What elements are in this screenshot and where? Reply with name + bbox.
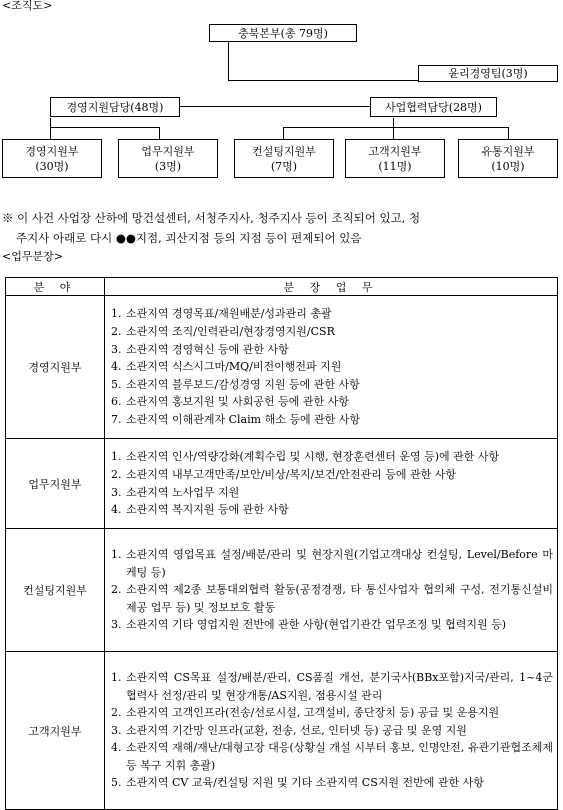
row-duties (105, 652, 558, 810)
duty-item-number: 2. (111, 325, 122, 339)
duty-item-text: 소관지역 블루보드/감성경영 지원 등에 관한 사항 (126, 377, 360, 391)
duty-item-text: 소관지역 경영혁신 등에 관한 사항 (126, 342, 289, 356)
duty-item-number: 7. (111, 412, 122, 426)
dept-box-distribution (458, 139, 558, 178)
duty-item-text: 소관지역 고객인프라(전송/선로시설, 고객설비, 종단장치 등) 공급 및 운용지원 (126, 706, 500, 720)
duty-item-number: 3. (111, 723, 122, 737)
duty-item-text: 소관지역 인사/역량강화(계획수립 및 시행, 현장훈련센터 운영 등)에 관한 사항 (126, 450, 500, 464)
connector-groups-horizontal (180, 106, 370, 107)
dept-count: (30명) (35, 159, 69, 173)
note-line-2: 주지사 아래로 다시 ●●지점, 괴산지점 등의 지점 등이 편제되어 있음 (16, 231, 362, 245)
duty-item-number: 6. (111, 395, 122, 409)
duty-item-number: 4. (111, 503, 122, 517)
duty-item-number: 2. (111, 583, 122, 597)
duty-item (111, 774, 553, 792)
connector-ethics-horizontal (228, 80, 418, 81)
connector-left-group-down (50, 118, 51, 127)
duty-item-number: 4. (111, 360, 122, 374)
duty-item (111, 739, 553, 774)
dept-name: 유통지원부 (481, 144, 535, 158)
row-duties (105, 296, 558, 439)
duty-item-text: 소관지역 조직/인력관리/현장경영지원/CSR (126, 325, 335, 339)
duty-item (111, 305, 553, 323)
org-note (2, 208, 557, 248)
duty-item-text: 소관지역 영업목표 설정/배분/관리 및 현장지원(기업고객대상 컨설팅, Level/Before 마케팅 등) (126, 548, 553, 579)
duty-item-text: 소관지역 이해관계자 Claim 해소 등에 관한 사항 (126, 412, 361, 426)
dept-count: (10명) (491, 159, 525, 173)
ethics-team-box: 윤리경영팀(3명) (418, 65, 558, 82)
connector-left-branch (50, 127, 160, 128)
duty-table (5, 277, 558, 810)
dept-count: (7명) (270, 159, 298, 173)
duty-item (111, 484, 553, 502)
table-row (6, 296, 558, 439)
dept-name: 고객지원부 (368, 144, 422, 158)
table-row (6, 529, 558, 652)
duty-item (111, 341, 553, 359)
duty-item (111, 411, 553, 429)
row-category: 경영지원부 (6, 296, 105, 439)
duty-item-text: 소관지역 내부고객만족/보안/비상/복지/보건/안전관리 등에 관한 사항 (126, 467, 457, 481)
duty-item (111, 501, 553, 519)
duty-item-number: 3. (111, 342, 122, 356)
connector-top-vertical (228, 39, 229, 81)
duty-item (111, 393, 553, 411)
duty-item-text: 소관지역 재해/재난/대형고장 대응(상황실 개설 시부터 홍보, 인명안전, 유관기관협조체제 등 복구 지휘 총괄) (126, 741, 553, 772)
duty-item-number: 5. (111, 776, 122, 790)
row-duties (105, 529, 558, 652)
dept-box-consulting (234, 139, 334, 178)
dept-name: 컨설팅지원부 (252, 144, 316, 158)
row-category: 컨설팅지원부 (6, 529, 105, 652)
duty-item-text: 소관지역 경영목표/재원배분/성과관리 총괄 (126, 307, 332, 321)
duty-item-number: 2. (111, 706, 122, 720)
duty-item (111, 448, 553, 466)
duty-item-text: 소관지역 기타 영업지원 전반에 관한 사항(현업기관간 업무조정 및 협력지원 등) (126, 618, 507, 632)
duty-item-text: 소관지역 CV 교육/컨설팅 지원 및 기타 소관지역 CS지원 전반에 관한 사항 (126, 776, 484, 790)
duty-item (111, 669, 553, 704)
duty-item (111, 323, 553, 341)
duty-item-text: 소관지역 노사업무 지원 (126, 485, 240, 499)
dept-count: (3명) (154, 159, 182, 173)
duty-item-number: 5. (111, 377, 122, 391)
duty-item-number: 3. (111, 618, 122, 632)
duty-table-body (6, 296, 558, 810)
duty-item (111, 546, 553, 581)
duty-item (111, 581, 553, 616)
duty-item-text: 소관지역 복지지원 등에 관한 사항 (126, 503, 289, 517)
business-cooperation-group-box: 사업협력담당(28명) (370, 97, 497, 117)
header-duties: 분 장 업 무 (105, 278, 558, 296)
duty-item (111, 616, 553, 634)
connector-dept5-down (508, 127, 509, 139)
duty-section-label: <업무분장> (2, 250, 63, 263)
row-category: 업무지원부 (6, 439, 105, 529)
duty-item-text: 소관지역 홍보지원 및 사회공헌 등에 관한 사항 (126, 395, 349, 409)
duty-item (111, 722, 553, 740)
connector-mid-branch (283, 127, 393, 128)
table-header-row (6, 278, 558, 296)
dept-box-management (2, 139, 102, 178)
org-chart-label: <조직도> (2, 0, 53, 12)
duty-item (111, 376, 553, 394)
connector-dept4-down (393, 118, 394, 139)
dept-name: 업무지원부 (141, 144, 195, 158)
connector-dept1-down (50, 127, 51, 139)
duty-item-number: 4. (111, 741, 122, 755)
row-duties (105, 439, 558, 529)
duty-item-number: 3. (111, 485, 122, 499)
duty-item (111, 704, 553, 722)
duty-item-number: 1. (111, 548, 122, 562)
dept-count: (11명) (378, 159, 412, 173)
duty-item-text: 소관지역 제2종 보통대외협력 활동(공정경쟁, 타 통신사업자 협의체 구성, 전기통신설비제공 업무 등) 및 정보보호 활동 (126, 583, 553, 614)
duty-item-number: 2. (111, 467, 122, 481)
connector-dept2-down (159, 127, 160, 139)
duty-item-text: 소관지역 CS목표 설정/배분/관리, CS품질 개선, 분기국사(BBx포함)지국/관리, 1~4군 협력사 선정/관리 및 현장개통/AS지원, 점용시설 관리 (126, 670, 553, 702)
top-org-box: 충북본부(총 79명) (209, 24, 357, 42)
management-support-group-box: 경영지원담당(48명) (50, 97, 180, 117)
duty-item (111, 466, 553, 484)
duty-item-number: 1. (111, 450, 122, 464)
row-category: 고객지원부 (6, 652, 105, 810)
duty-item (111, 358, 553, 376)
dept-box-customer (345, 139, 445, 178)
duty-item-text: 소관지역 기간망 인프라(교환, 전송, 선로, 인터넷 등) 공급 및 운영 지원 (126, 723, 467, 737)
note-line-1: ※ 이 사건 사업장 산하에 망건설센터, 서청주지사, 청주지사 등이 조직되어 있고, 청 (2, 211, 421, 225)
duty-item-number: 1. (111, 307, 122, 321)
duty-item-text: 소관지역 식스시그마/MQ/비전이행전파 지원 (126, 360, 342, 374)
dept-name: 경영지원부 (25, 144, 79, 158)
connector-right-branch (393, 127, 509, 128)
dept-box-operations (118, 139, 218, 178)
table-row (6, 439, 558, 529)
table-row (6, 652, 558, 810)
connector-dept3-down (283, 127, 284, 139)
header-category: 분 야 (6, 278, 105, 296)
duty-item-number: 1. (111, 670, 122, 684)
